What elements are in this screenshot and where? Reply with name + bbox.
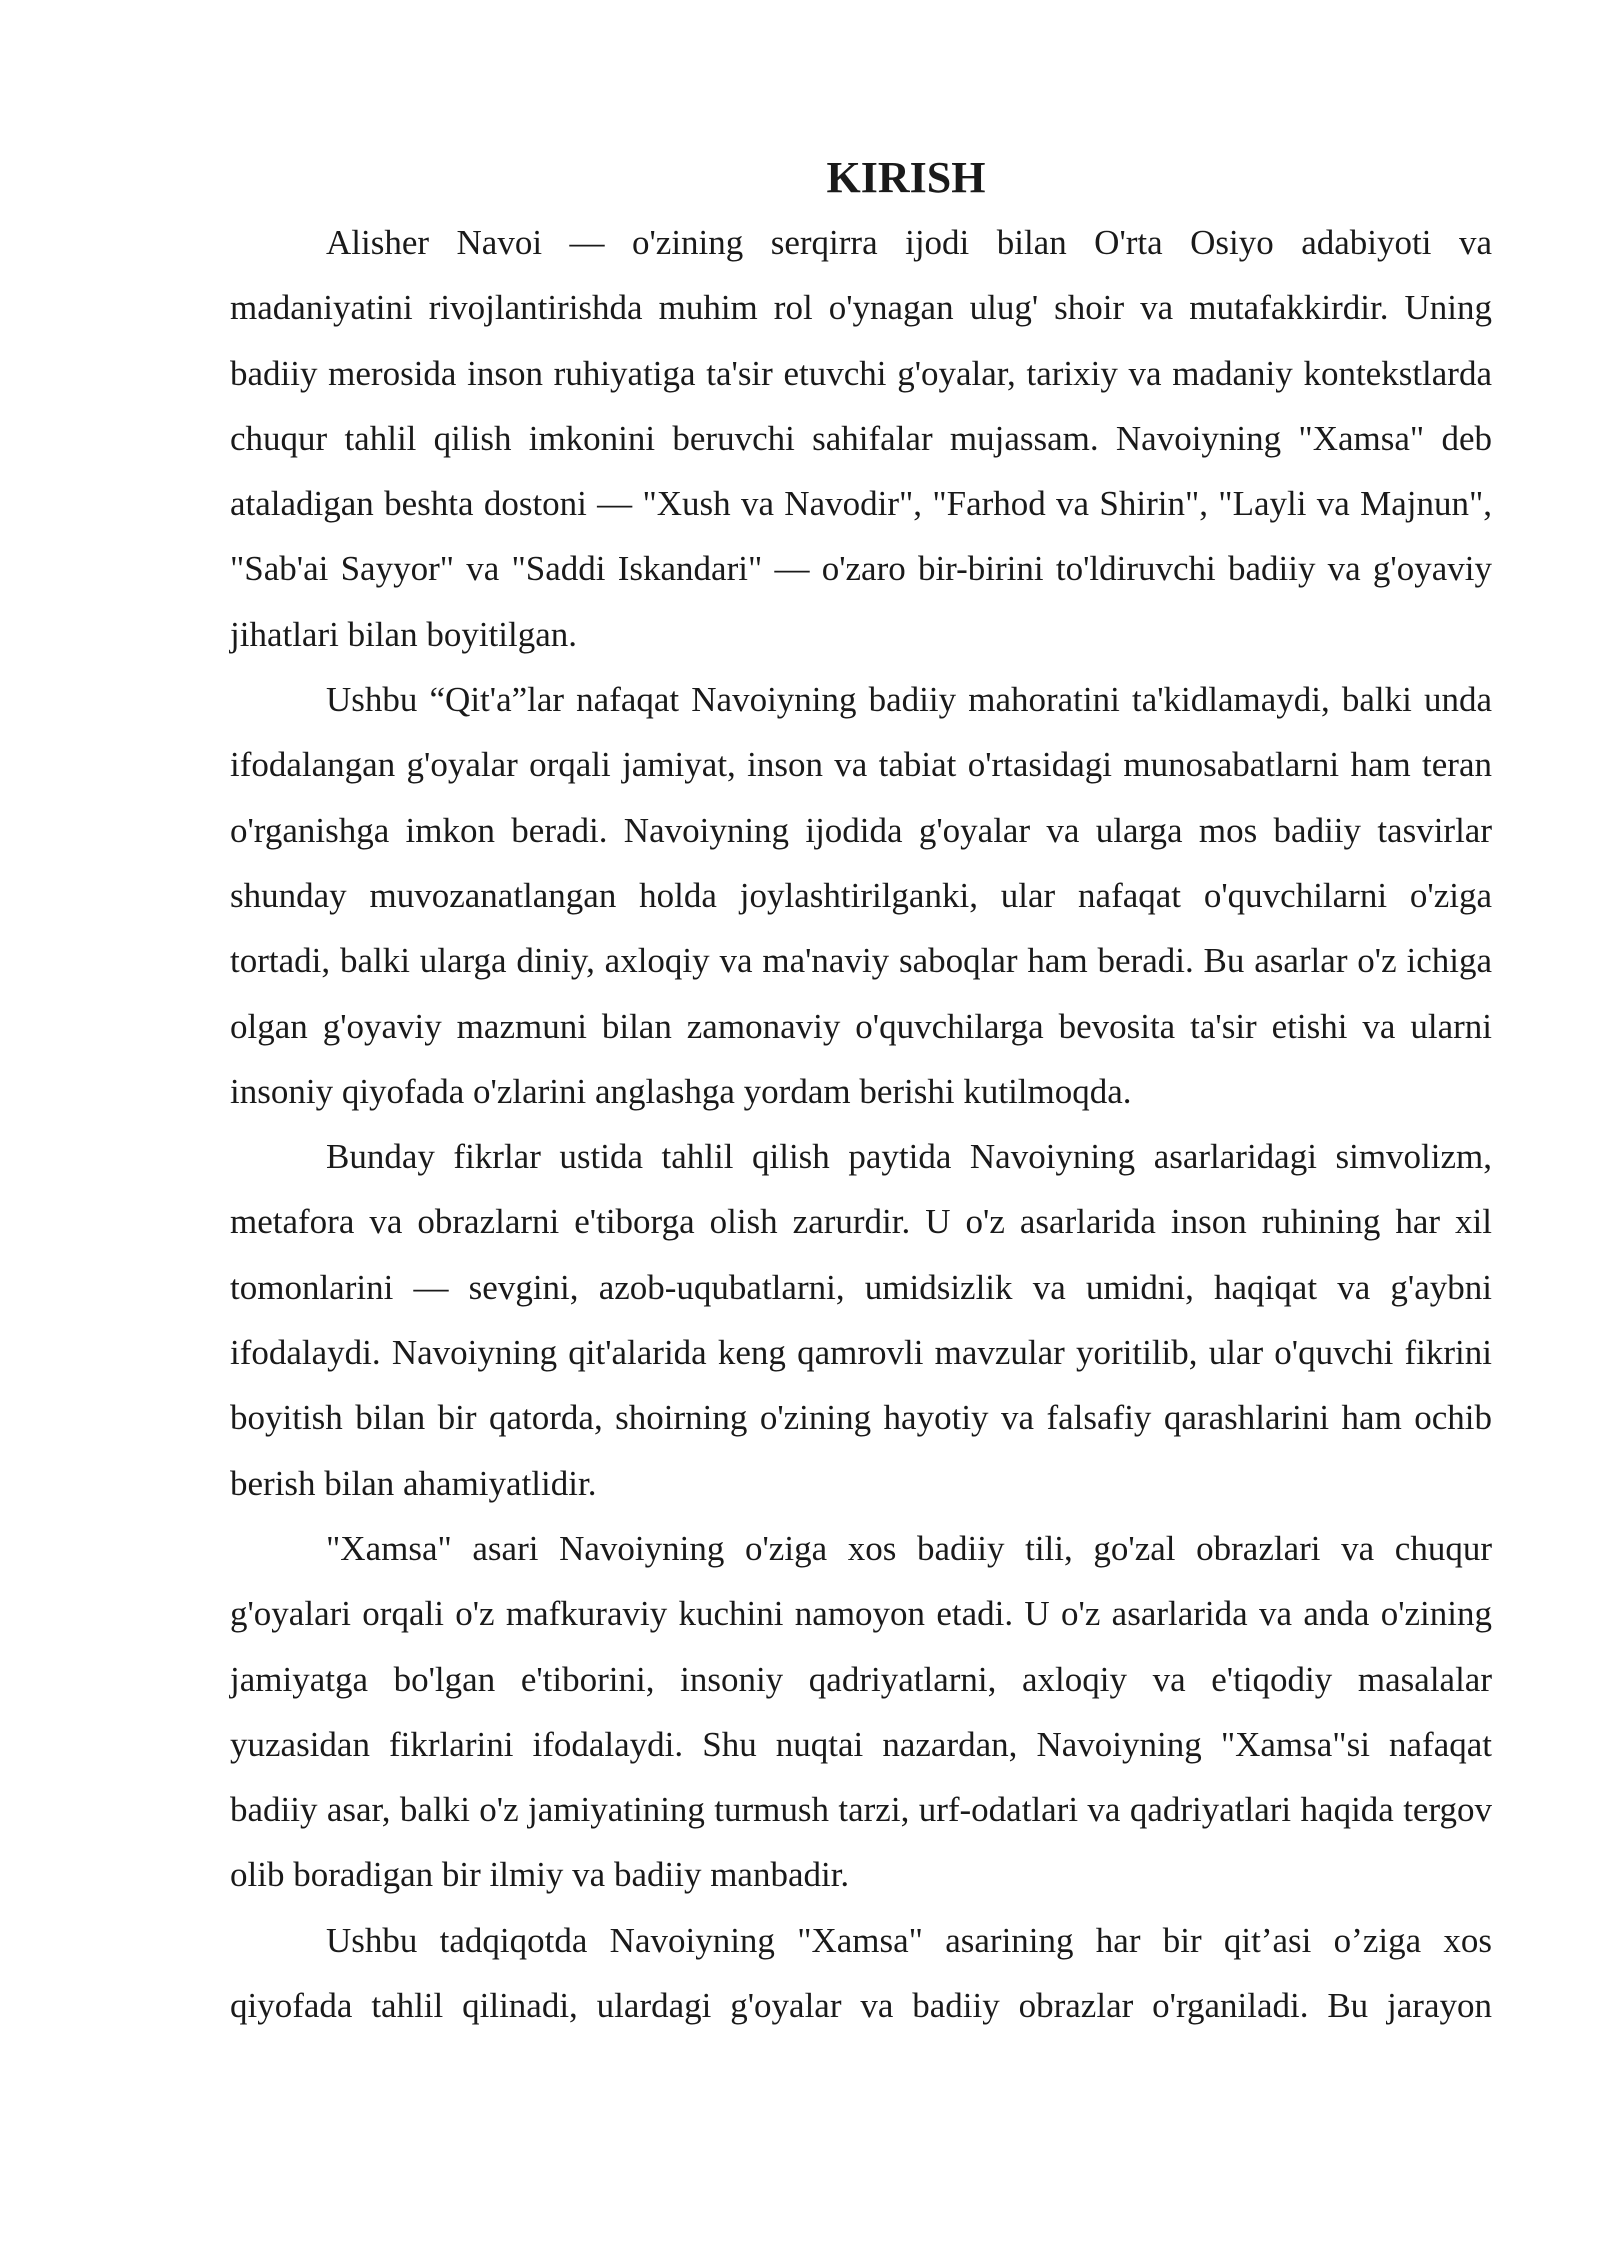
paragraph-3: Bunday fikrlar ustida tahlil qilish paytida Navoiyning asarlaridagi simvolizm, metafora va obrazlarni e'tiborga olish zarurdir. U o'z asarlarida inson ruhining har xil tomonlarini — sevgini, azob-uqubatlarni, umidsizlik va umidni, haqiqat va g'aybni ifodalaydi. Navoiyning qit'alarida keng qamrovli mavzular yoritilib, ular o'quvchi fikrini boyitish bilan bir qatorda, shoirning o'zining hayotiy va falsafiy qarashlarini ham ochib berish bilan ahamiyatlidir. bbox=[230, 1137, 1492, 1503]
paragraph-5: Ushbu tadqiqotda Navoiyning "Xamsa" asarining har bir qit’asi o’ziga xos qiyofada tahlil qilinadi, ulardagi g'oyalar va badiiy obrazlar o'rganiladi. Bu jarayon bbox=[230, 1920, 1492, 2026]
paragraph-1: Alisher Navoi — o'zining serqirra ijodi bilan O'rta Osiyo adabiyoti va madaniyatini rivojlantirishda muhim rol o'ynagan ulug' shoir va mutafakkirdir. Uning badiiy merosida inson ruhiyatiga ta'sir etuvchi g'oyalar, tarixiy va madaniy kontekstlarda chuqur tahlil qilish imkonini beruvchi sahifalar mujassam. Navoiyning "Xamsa" deb ataladigan beshta dostoni — "Xush va Navodir", "Farhod va Shirin", "Layli va Majnun", "Sab'ai Sayyor" va "Saddi Iskandari" — o'zaro bir-birini to'ldiruvchi badiiy va g'oyaviy jihatlari bilan boyitilgan. bbox=[230, 223, 1492, 654]
document-body bbox=[230, 148, 1492, 2038]
paragraph-4: "Xamsa" asari Navoiyning o'ziga xos badiiy tili, go'zal obrazlari va chuqur g'oyalari orqali o'z mafkuraviy kuchini namoyon etadi. U o'z asarlarida va anda o'zining jamiyatga bo'lgan e'tiborini, insoniy qadriyatlarni, axloqiy va e'tiqodiy masalalar yuzasidan fikrlarini ifodalaydi. Shu nuqtai nazardan, Navoiyning "Xamsa"si nafaqat badiiy asar, balki o'z jamiyatining turmush tarzi, urf-odatlari va qadriyatlari haqida tergov olib boradigan bir ilmiy va badiiy manbadir. bbox=[230, 1528, 1492, 1895]
paragraph-2: Ushbu “Qit'a”lar nafaqat Navoiyning badiiy mahoratini ta'kidlamaydi, balki unda ifodalangan g'oyalar orqali jamiyat, inson va tabiat o'rtasidagi munosabatlarni ham teran o'rganishga imkon beradi. Navoiyning ijodida g'oyalar va ularga mos badiiy tasvirlar shunday muvozanatlangan holda joylashtirilganki, ular nafaqat o'quvchilarni o'ziga tortadi, balki ularga diniy, axloqiy va ma'naviy saboqlar ham beradi. Bu asarlar o'z ichiga olgan g'oyaviy mazmuni bilan zamonaviy o'quvchilarga bevosita ta'sir etishi va ularni insoniy qiyofada o'zlarini anglashga yordam berishi kutilmoqda. bbox=[230, 680, 1492, 1111]
page-title: KIRISH bbox=[826, 153, 986, 202]
